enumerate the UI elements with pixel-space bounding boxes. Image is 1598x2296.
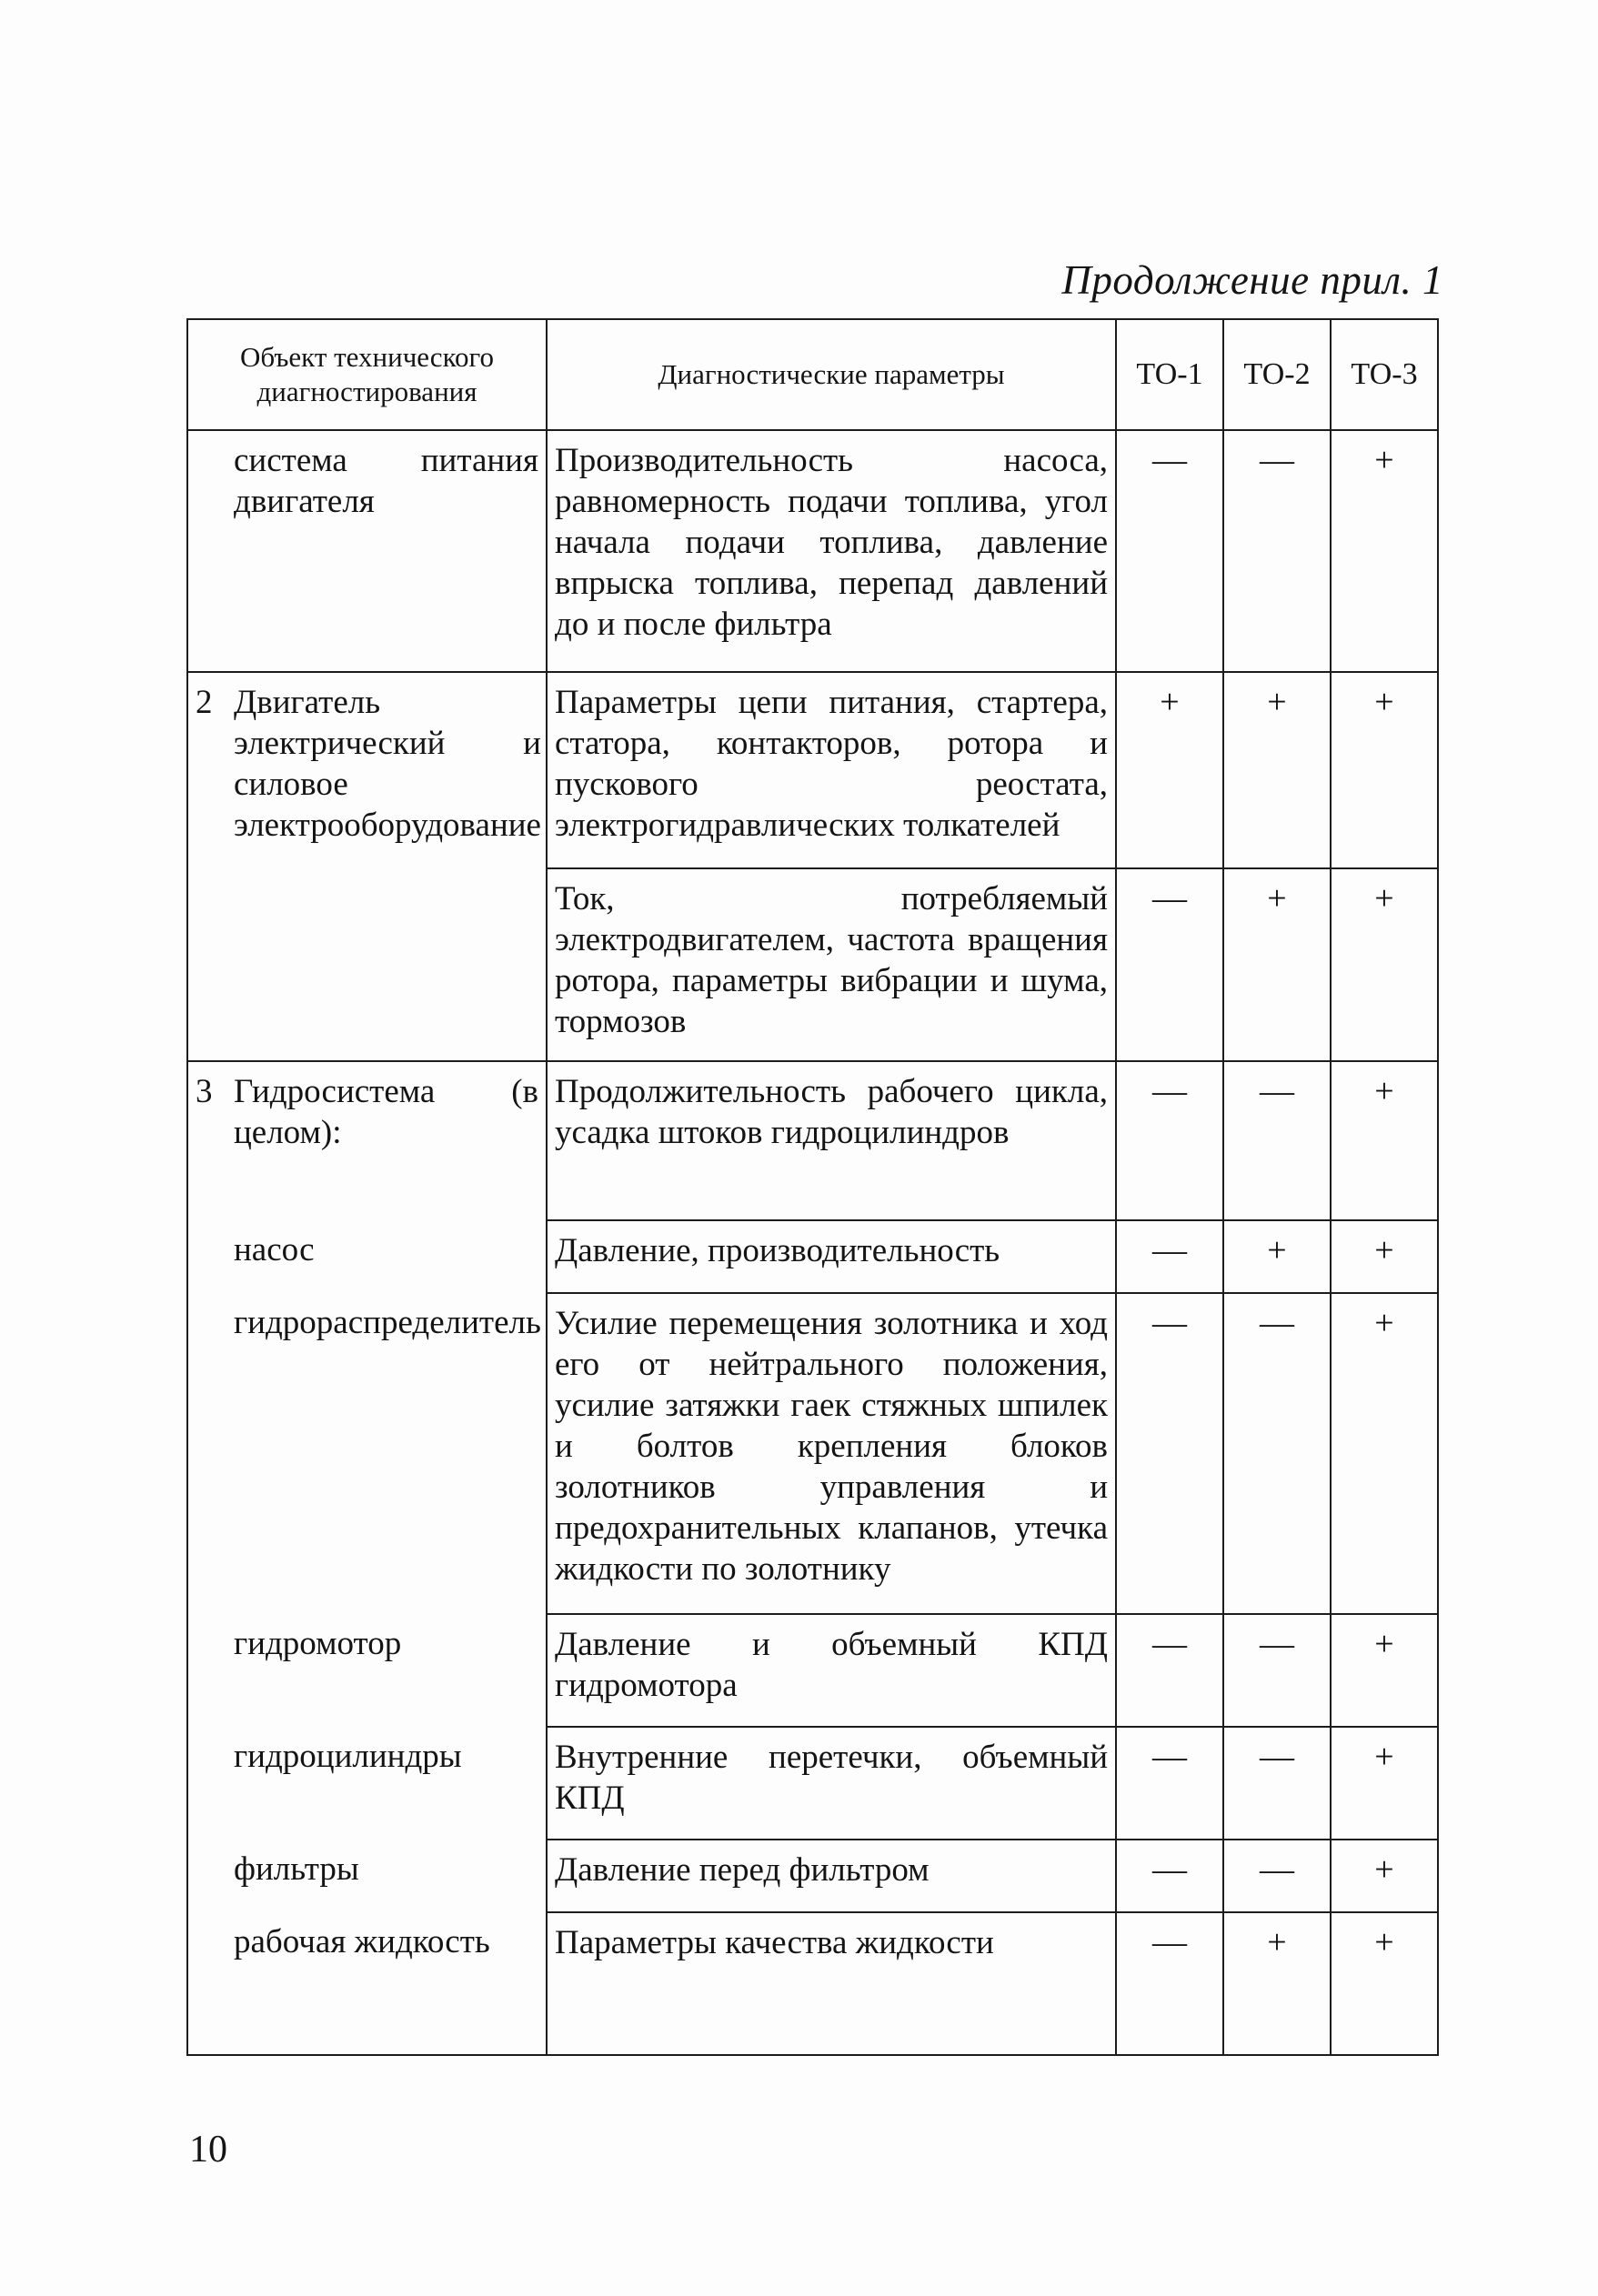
to2-cell: + <box>1223 1220 1331 1293</box>
params-cell: Параметры качества жидкости <box>547 1912 1116 2055</box>
object-cell <box>187 1220 547 1293</box>
object-cell <box>187 1293 547 1614</box>
object-name: Гидросистема (в целом): <box>234 1073 538 1151</box>
header-object: Объект технического диагностирования <box>187 319 547 430</box>
to3-cell: + <box>1331 1220 1438 1293</box>
object-name: гидрораспределитель <box>234 1304 541 1341</box>
object-name: рабочая жидкость <box>234 1923 490 1960</box>
params-cell: Усилие перемещения золотника и ход его от нейтрального положения, усилие затяжки гаек стяжных шпилек и болтов крепления блоков золотников управления и предохранительных клапанов, утечка жидкости по золотнику <box>547 1293 1116 1614</box>
to1-cell: — <box>1116 430 1223 672</box>
object-cell <box>187 868 547 1061</box>
params-cell: Давление, производительность <box>547 1220 1116 1293</box>
object-cell <box>187 1912 547 2055</box>
to2-cell: — <box>1223 1293 1331 1614</box>
to1-cell: — <box>1116 868 1223 1061</box>
to3-cell: + <box>1331 1727 1438 1840</box>
to3-cell: + <box>1331 1912 1438 2055</box>
to1-cell: — <box>1116 1912 1223 2055</box>
table-header <box>187 319 1438 430</box>
object-name: насос <box>234 1231 315 1268</box>
table-row <box>187 672 1438 868</box>
object-cell <box>187 1840 547 1912</box>
params-cell: Давление и объемный КПД гидромотора <box>547 1614 1116 1727</box>
to1-cell: — <box>1116 1293 1223 1614</box>
to3-cell: + <box>1331 1614 1438 1727</box>
to2-cell: — <box>1223 1061 1331 1220</box>
to2-cell: + <box>1223 868 1331 1061</box>
table-row <box>187 1220 1438 1293</box>
to1-cell: — <box>1116 1220 1223 1293</box>
object-cell <box>187 672 547 868</box>
to1-cell: — <box>1116 1614 1223 1727</box>
object-name: система питания двигателя <box>234 442 538 520</box>
object-cell <box>187 1727 547 1840</box>
to2-cell: — <box>1223 1840 1331 1912</box>
row-number: 3 <box>196 1073 213 1110</box>
appendix-caption: Продолжение прил. 1 <box>1061 257 1443 303</box>
to3-cell: + <box>1331 1293 1438 1614</box>
params-cell: Параметры цепи питания, стартера, статора, контакторов, ротора и пускового реостата, электрогидравлических толкателей <box>547 672 1116 868</box>
object-cell <box>187 430 547 672</box>
object-name: гидроцилиндры <box>234 1738 462 1775</box>
table-row <box>187 1840 1438 1912</box>
params-cell: Внутренние перетечки, объемный КПД <box>547 1727 1116 1840</box>
object-name: Двигатель электрический и силовое электрооборудование <box>234 684 541 844</box>
params-cell: Ток, потребляемый электродвигателем, частота вращения ротора, параметры вибрации и шума, тормозов <box>547 868 1116 1061</box>
to3-cell: + <box>1331 868 1438 1061</box>
table-row <box>187 1293 1438 1614</box>
object-cell <box>187 1614 547 1727</box>
to1-cell: + <box>1116 672 1223 868</box>
header-to2: ТО-2 <box>1223 319 1331 430</box>
to2-cell: — <box>1223 430 1331 672</box>
to3-cell: + <box>1331 1061 1438 1220</box>
to1-cell: — <box>1116 1727 1223 1840</box>
diagnostics-table <box>186 318 1439 2056</box>
page-number: 10 <box>189 2129 227 2171</box>
to2-cell: — <box>1223 1614 1331 1727</box>
to1-cell: — <box>1116 1840 1223 1912</box>
to3-cell: + <box>1331 430 1438 672</box>
table-row <box>187 868 1438 1061</box>
header-to3: ТО-3 <box>1331 319 1438 430</box>
table-row <box>187 1061 1438 1220</box>
to1-cell: — <box>1116 1061 1223 1220</box>
table-row <box>187 430 1438 672</box>
table-row <box>187 1727 1438 1840</box>
table-row <box>187 1614 1438 1727</box>
row-number: 2 <box>196 684 213 721</box>
params-cell: Давление перед фильтром <box>547 1840 1116 1912</box>
to2-cell: + <box>1223 1912 1331 2055</box>
header-to1: ТО-1 <box>1116 319 1223 430</box>
object-name: гидромотор <box>234 1625 402 1662</box>
params-cell: Продолжительность рабочего цикла, усадка штоков гидроцилиндров <box>547 1061 1116 1220</box>
params-cell: Производительность насоса, равномерность подачи топлива, угол начала подачи топлива, давление впрыска топлива, перепад давлений до и после фильтра <box>547 430 1116 672</box>
object-name: фильтры <box>234 1850 359 1888</box>
header-params: Диагностические параметры <box>547 319 1116 430</box>
to2-cell: + <box>1223 672 1331 868</box>
to3-cell: + <box>1331 672 1438 868</box>
table-row <box>187 1912 1438 2055</box>
to2-cell: — <box>1223 1727 1331 1840</box>
to3-cell: + <box>1331 1840 1438 1912</box>
object-cell <box>187 1061 547 1220</box>
